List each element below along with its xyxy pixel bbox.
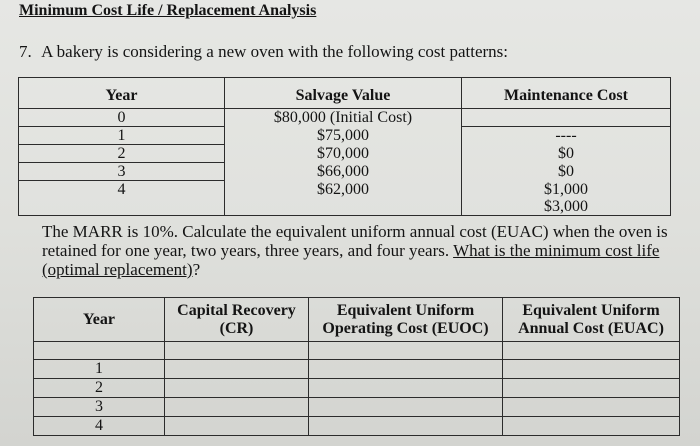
salvage-cell: $80,000 (Initial Cost)	[225, 109, 462, 127]
euac-input-cell[interactable]	[503, 417, 680, 436]
maintenance-cell: ----	[462, 127, 671, 145]
year-cell: 2	[34, 379, 165, 398]
table-row	[34, 379, 680, 398]
table-row	[19, 109, 671, 127]
euac-input-cell[interactable]	[503, 379, 680, 398]
salvage-cell: $66,000	[225, 163, 462, 181]
euoc-input-cell[interactable]	[309, 360, 503, 379]
euoc-input-cell[interactable]	[309, 342, 503, 360]
year-cell	[19, 198, 225, 216]
page-heading: Minimum Cost Life / Replacement Analysis	[19, 2, 317, 19]
year-cell: 1	[34, 360, 165, 379]
question-7	[19, 42, 508, 62]
answer-header-row	[34, 298, 680, 342]
euac-input-cell[interactable]	[503, 398, 680, 417]
euac-input-cell[interactable]	[503, 360, 680, 379]
cr-input-cell[interactable]	[165, 342, 309, 360]
answer-table	[33, 297, 680, 436]
instructions-end: ?	[192, 260, 201, 279]
year-cell	[34, 342, 165, 360]
year-cell: 4	[19, 181, 225, 199]
cr-input-cell[interactable]	[165, 417, 309, 436]
table-row	[34, 398, 680, 417]
table-row	[34, 417, 680, 436]
maintenance-cell: $3,000	[462, 198, 671, 216]
answer-header-year: Year	[34, 298, 165, 342]
maintenance-cell: $0	[462, 163, 671, 181]
euac-input-cell[interactable]	[503, 342, 680, 360]
year-cell: 0	[19, 109, 225, 127]
table-row	[19, 127, 671, 145]
salvage-cell: $62,000	[225, 181, 462, 199]
cr-input-cell[interactable]	[165, 398, 309, 417]
table-row	[19, 198, 671, 216]
maintenance-cell: $0	[462, 145, 671, 163]
table-row	[19, 163, 671, 181]
year-cell: 3	[34, 398, 165, 417]
table-row	[19, 181, 671, 199]
instructions-paragraph	[42, 222, 682, 279]
maintenance-cell	[462, 109, 671, 127]
question-number: 7.	[19, 42, 32, 61]
answer-header-euoc: Equivalent Uniform Operating Cost (EUOC)	[309, 298, 503, 342]
euoc-input-cell[interactable]	[309, 379, 503, 398]
table-row	[19, 145, 671, 163]
cost-pattern-table	[18, 77, 671, 216]
table-row	[34, 360, 680, 379]
year-cell: 4	[34, 417, 165, 436]
answer-header-euac: Equivalent Uniform Annual Cost (EUAC)	[503, 298, 680, 342]
header-maintenance-cost: Maintenance Cost	[462, 78, 671, 109]
table-row	[34, 342, 680, 360]
instructions-question: What is the minimum cost life (optimal replacement)	[42, 241, 660, 279]
year-cell: 3	[19, 163, 225, 181]
table-header-row	[19, 78, 671, 109]
question-text: A bakery is considering a new oven with the following cost patterns:	[41, 42, 508, 61]
header-salvage-value: Salvage Value	[225, 78, 462, 109]
cr-input-cell[interactable]	[165, 379, 309, 398]
salvage-cell: $70,000	[225, 145, 462, 163]
maintenance-cell: $1,000	[462, 181, 671, 199]
euoc-input-cell[interactable]	[309, 417, 503, 436]
salvage-cell	[225, 198, 462, 216]
cr-input-cell[interactable]	[165, 360, 309, 379]
salvage-cell: $75,000	[225, 127, 462, 145]
instructions-text: The MARR is 10%. Calculate the equivalent uniform annual cost (EUAC) when the oven is retained for one year, two years, three years, and four years.	[42, 222, 668, 260]
euoc-input-cell[interactable]	[309, 398, 503, 417]
answer-header-cr: Capital Recovery (CR)	[165, 298, 309, 342]
year-cell: 2	[19, 145, 225, 163]
year-cell: 1	[19, 127, 225, 145]
header-year: Year	[19, 78, 225, 109]
